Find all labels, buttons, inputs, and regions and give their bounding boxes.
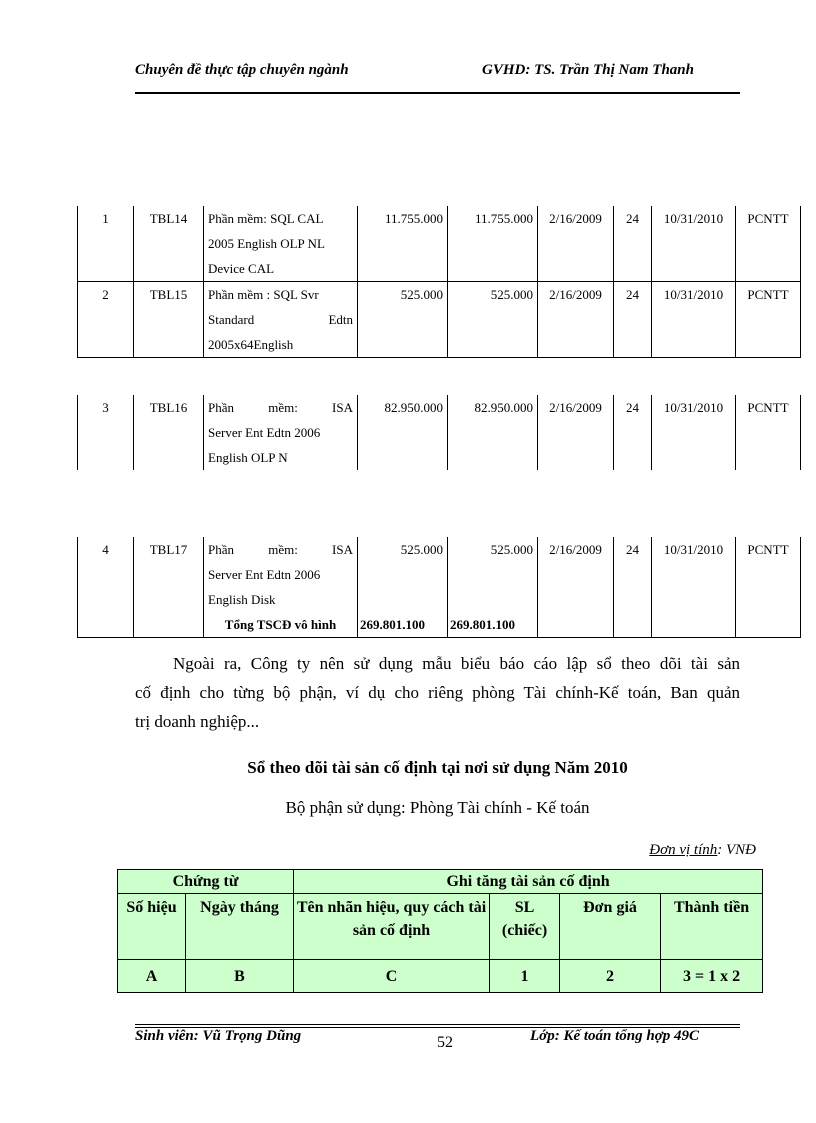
asset-value-1: 525.000 269.801.100: [358, 537, 448, 638]
table-row: [78, 537, 801, 638]
asset-value-2: 82.950.000: [448, 395, 538, 470]
table-row: [118, 894, 763, 960]
asset-dept: PCNTT: [736, 206, 801, 282]
column-code: 3 = 1 x 2: [661, 960, 763, 993]
asset-end: 10/31/2010: [652, 206, 736, 282]
asset-code: TBL16: [134, 395, 204, 470]
header-right: GVHD: TS. Trần Thị Nam Thanh: [482, 62, 694, 78]
column-code: 2: [560, 960, 661, 993]
asset-table-block-3: [77, 537, 801, 638]
asset-date: 2/16/2009: [538, 282, 614, 358]
table-row: [118, 870, 763, 894]
asset-dept: PCNTT: [736, 395, 801, 470]
total-value-2: 269.801.100: [450, 617, 515, 632]
asset-name: Phần mềm: ISA Server Ent Edtn 2006 English Disk Tổng TSCĐ vô hình: [204, 537, 358, 638]
ledger-title: Sổ theo dõi tài sản cố định tại nơi sử dụng Năm 2010: [247, 758, 628, 777]
unit-label: Đơn vị tính: VNĐ: [649, 842, 756, 858]
asset-stt: 4: [78, 537, 134, 638]
column-code: 1: [490, 960, 560, 993]
group-header: Chứng từ: [118, 870, 294, 894]
asset-code: TBL17: [134, 537, 204, 638]
asset-value-2: 11.755.000: [448, 206, 538, 282]
asset-end: 10/31/2010: [652, 537, 736, 638]
asset-end: 10/31/2010: [652, 395, 736, 470]
asset-table-block-2: [77, 395, 801, 470]
column-code: B: [186, 960, 294, 993]
asset-value-1: 11.755.000: [358, 206, 448, 282]
asset-value-2: 525.000: [448, 282, 538, 358]
asset-date: 2/16/2009: [538, 537, 614, 638]
asset-code: TBL15: [134, 282, 204, 358]
asset-months: 24: [614, 206, 652, 282]
table-row: [78, 206, 801, 282]
asset-months: 24: [614, 395, 652, 470]
column-code: A: [118, 960, 186, 993]
table-row: [118, 960, 763, 993]
column-header: Ngày tháng: [186, 894, 294, 960]
column-header: Tên nhãn hiệu, quy cách tài sản cố định: [294, 894, 490, 960]
footer-left: Sinh viên: Vũ Trọng Dũng: [135, 1028, 302, 1044]
asset-stt: 3: [78, 395, 134, 470]
asset-value-1: 82.950.000: [358, 395, 448, 470]
asset-code: TBL14: [134, 206, 204, 282]
asset-date: 2/16/2009: [538, 395, 614, 470]
asset-dept: PCNTT: [736, 282, 801, 358]
table-row: [78, 395, 801, 470]
header-rule: [135, 92, 740, 94]
footer-right: Lớp: Kế toán tổng hợp 49C: [530, 1028, 700, 1044]
asset-dept: PCNTT: [736, 537, 801, 638]
asset-name: Phần mềm: SQL CAL 2005 English OLP NL Device CAL: [204, 206, 358, 282]
footer-rule: [135, 1024, 740, 1025]
asset-name: Phần mềm: ISA Server Ent Edtn 2006 English OLP N: [204, 395, 358, 470]
column-header: Số hiệu: [118, 894, 186, 960]
column-header: SL (chiếc): [490, 894, 560, 960]
asset-value-2: 525.000 269.801.100: [448, 537, 538, 638]
asset-table-block-1: [77, 206, 801, 358]
asset-end: 10/31/2010: [652, 282, 736, 358]
page-number: 52: [437, 1034, 453, 1051]
body-paragraph: Ngoài ra, Công ty nên sử dụng mẫu biểu báo cáo lập sổ theo dõi tài sản cố định cho từng bộ phận, ví dụ cho riêng phòng Tài chính-Kế toán, Ban quản trị doanh nghiệp...: [135, 654, 740, 731]
asset-months: 24: [614, 282, 652, 358]
header-left: Chuyên đề thực tập chuyên ngành: [135, 62, 349, 78]
total-label: Tổng TSCĐ vô hình: [224, 617, 337, 632]
asset-value-1: 525.000: [358, 282, 448, 358]
ledger-subtitle: Bộ phận sử dụng: Phòng Tài chính - Kế toán: [285, 798, 590, 817]
asset-name: Phần mềm : SQL Svr Standard Edtn 2005x64English: [204, 282, 358, 358]
asset-stt: 2: [78, 282, 134, 358]
column-header: Thành tiền: [661, 894, 763, 960]
column-header: Đơn giá: [560, 894, 661, 960]
total-value-1: 269.801.100: [360, 617, 425, 632]
ledger-table: [117, 869, 763, 993]
asset-months: 24: [614, 537, 652, 638]
column-code: C: [294, 960, 490, 993]
group-header: Ghi tăng tài sản cố định: [294, 870, 763, 894]
table-row: [78, 282, 801, 358]
asset-date: 2/16/2009: [538, 206, 614, 282]
asset-stt: 1: [78, 206, 134, 282]
